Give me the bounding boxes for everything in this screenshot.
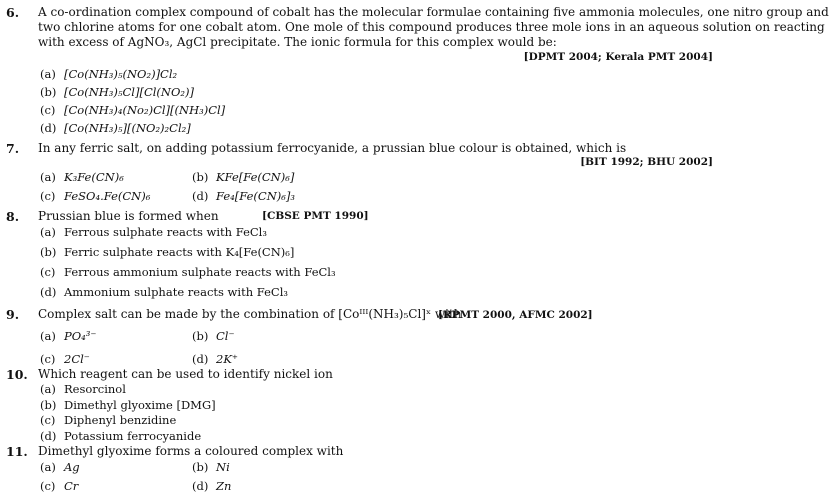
option-b [40, 245, 294, 259]
question-text: Complex salt can be made by the combination of [Coᴵᴵᴵ(NH₃)₅Cl]ˣ with [38, 307, 462, 321]
option-d [192, 189, 295, 203]
option-label: (a) [40, 460, 56, 474]
option-text: Dimethyl glyoxime [DMG] [64, 398, 216, 412]
question-text: Which reagent can be used to identify nickel ion [38, 367, 333, 381]
source-citation: [RPMT 2000, AFMC 2002] [438, 309, 593, 321]
option-label: (b) [192, 460, 209, 474]
option-label: (c) [40, 352, 56, 366]
source-citation: [CBSE PMT 1990] [262, 210, 369, 222]
option-c [40, 479, 78, 493]
option-c [40, 413, 176, 427]
option-text: Cl⁻ [216, 329, 235, 343]
option-text: K₃Fe(CN)₆ [64, 170, 124, 184]
option-label: (d) [40, 121, 57, 135]
option-text: Resorcinol [64, 382, 126, 396]
question-number: 9. [6, 307, 20, 322]
option-b [40, 85, 194, 99]
option-label: (c) [40, 413, 56, 427]
option-text: [Co(NH₃)₅(NO₂)]Cl₂ [64, 67, 178, 81]
option-b [40, 398, 216, 412]
question-text: Dimethyl glyoxime forms a coloured complex with [38, 444, 344, 458]
option-text: Diphenyl benzidine [64, 413, 177, 427]
option-text: [Co(NH₃)₅Cl][Cl(NO₂)] [64, 85, 194, 99]
option-label: (b) [40, 398, 57, 412]
source-citation: [DPMT 2004; Kerala PMT 2004] [523, 51, 713, 63]
option-b [192, 329, 235, 343]
option-label: (d) [192, 479, 209, 493]
question-number: 8. [6, 209, 20, 224]
option-label: (b) [40, 85, 57, 99]
option-label: (d) [192, 352, 209, 366]
option-text: Ag [64, 460, 80, 474]
option-label: (b) [40, 245, 57, 259]
question-text: Prussian blue is formed when [38, 209, 219, 223]
option-label: (c) [40, 189, 56, 203]
option-text: Ferric sulphate reacts with K₄[Fe(CN)₆] [64, 245, 295, 259]
option-text: [Co(NH₃)₅][(NO₂)₂Cl₂] [64, 121, 191, 135]
option-label: (a) [40, 67, 56, 81]
option-label: (a) [40, 225, 56, 239]
option-label: (b) [192, 170, 209, 184]
option-d [40, 121, 191, 135]
option-d [192, 479, 231, 493]
option-d [192, 352, 238, 366]
option-text: Ferrous ammonium sulphate reacts with FeCl₃ [64, 265, 336, 279]
option-label: (c) [40, 265, 56, 279]
question-number: 10. [6, 367, 28, 382]
option-text: Potassium ferrocyanide [64, 429, 202, 443]
option-label: (c) [40, 479, 56, 493]
option-text: Ferrous sulphate reacts with FeCl₃ [64, 225, 267, 239]
option-text: FeSO₄.Fe(CN)₆ [64, 189, 151, 203]
question-text-line: with excess of AgNO₃, AgCl precipitate. The ionic formula for this complex would be: [38, 35, 557, 49]
option-label: (d) [40, 285, 57, 299]
question-number: 7. [6, 141, 20, 156]
option-text: 2Cl⁻ [64, 352, 90, 366]
option-d [40, 429, 201, 443]
option-label: (a) [40, 382, 56, 396]
option-label: (c) [40, 103, 56, 117]
option-b [192, 170, 294, 184]
option-label: (a) [40, 170, 56, 184]
option-c [40, 352, 90, 366]
option-text: Ni [216, 460, 230, 474]
option-text: Fe₄[Fe(CN)₆]₃ [216, 189, 295, 203]
option-text: KFe[Fe(CN)₆] [216, 170, 295, 184]
option-text: Zn [216, 479, 232, 493]
question-number: 11. [6, 444, 28, 459]
option-a [40, 67, 177, 81]
option-a [40, 382, 126, 396]
option-label: (d) [40, 429, 57, 443]
option-label: (d) [192, 189, 209, 203]
option-label: (a) [40, 329, 56, 343]
option-d [40, 285, 288, 299]
option-a [40, 329, 96, 343]
option-label: (b) [192, 329, 209, 343]
question-text-line: A co-ordination complex compound of cobalt has the molecular formulae containing five ammonia molecules, one nitro group and [38, 5, 829, 19]
option-text: 2K⁺ [216, 352, 238, 366]
option-text: Cr [64, 479, 79, 493]
question-text: In any ferric salt, on adding potassium ferrocyanide, a prussian blue colour is obtained, which is [38, 141, 627, 155]
option-a [40, 460, 80, 474]
option-c [40, 103, 225, 117]
option-a [40, 225, 267, 239]
question-number: 6. [6, 5, 20, 20]
option-text: PO₄³⁻ [64, 329, 97, 343]
option-a [40, 170, 124, 184]
option-text: Ammonium sulphate reacts with FeCl₃ [64, 285, 289, 299]
option-c [40, 265, 336, 279]
source-citation: [BIT 1992; BHU 2002] [580, 156, 713, 168]
option-text: [Co(NH₃)₄(No₂)Cl][(NH₃)Cl] [64, 103, 226, 117]
option-b [192, 460, 230, 474]
question-text-line: two chlorine atoms for one cobalt atom. One mole of this compound produces three mole ions in an aqueous solution on reacting [38, 20, 825, 34]
option-c [40, 189, 150, 203]
